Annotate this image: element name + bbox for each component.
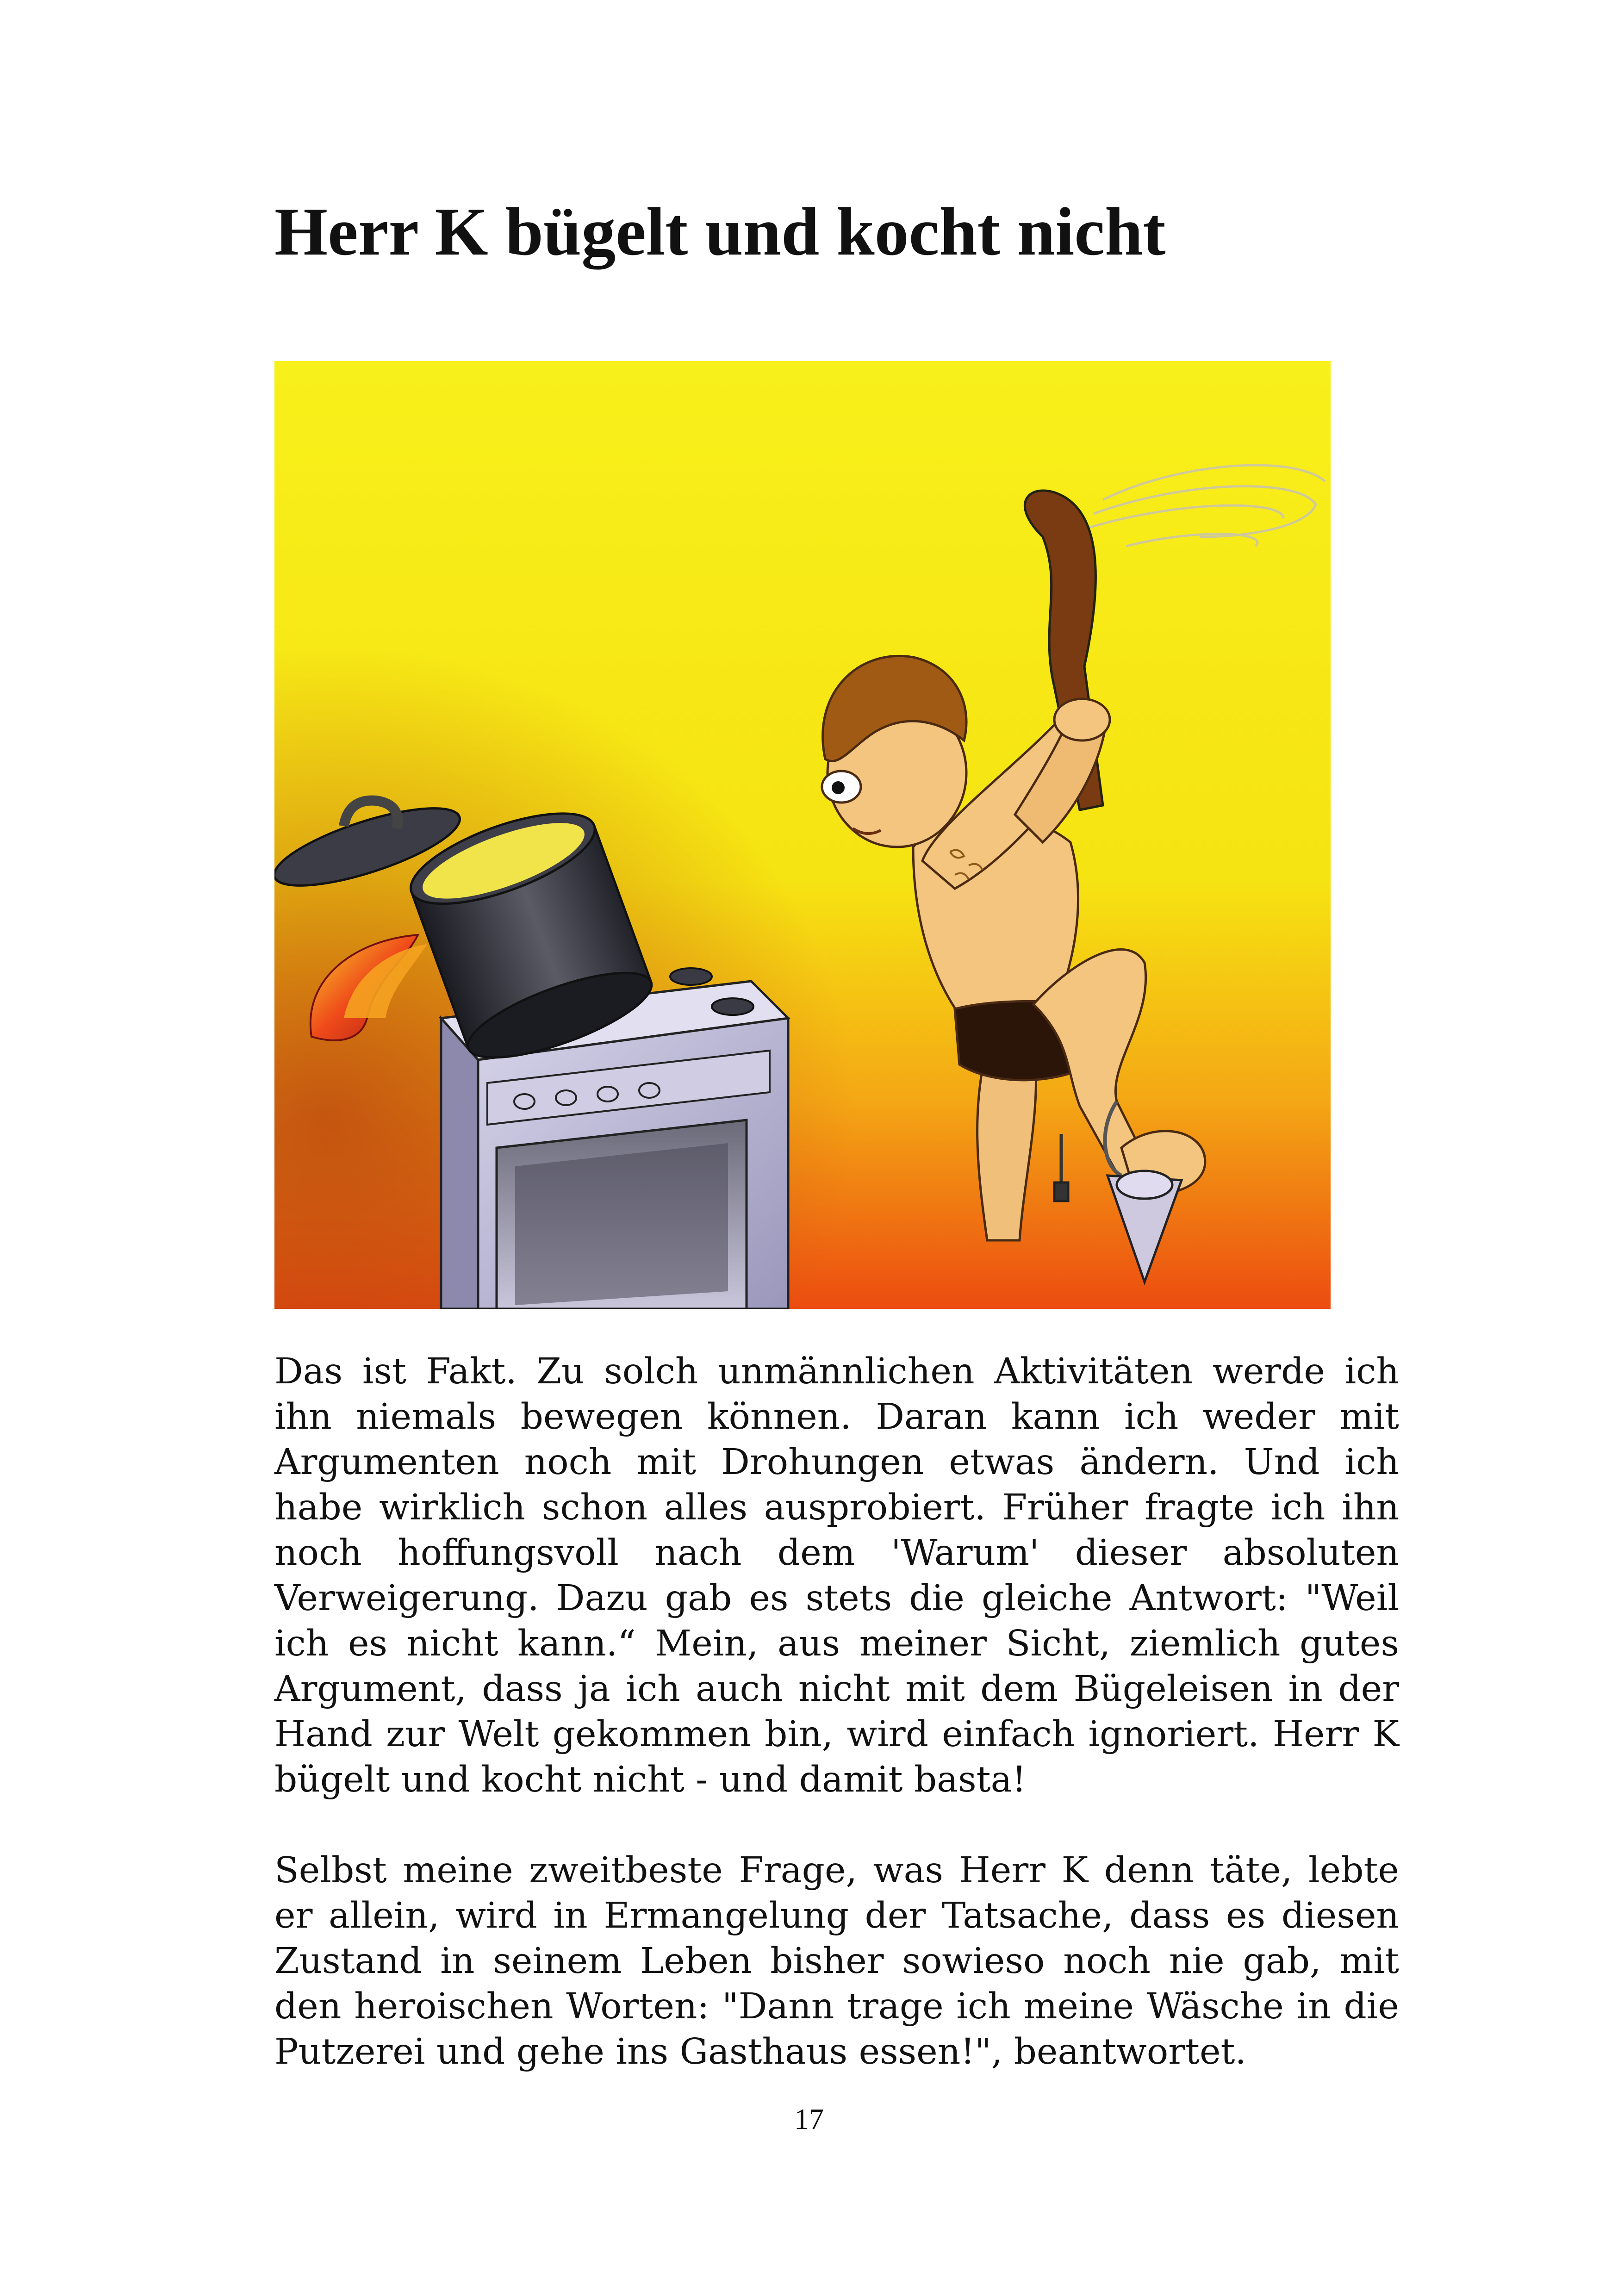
paragraph: Das ist Fakt. Zu solch unmännlichen Aktivitäten werde ich ihn niemals bewegen können. Daran kann ich weder mit Argumenten noch mit Drohungen etwas ändern. Und ich habe wirklich schon alles ausprobiert. Früher fragte ich ihn noch hoffungsvoll nach dem 'Warum' dieser absoluten Verweigerung. Dazu gab es stets die gleiche Antwort: "Weil ich es nicht kann.“ Mein, aus meiner Sicht, ziemlich gutes Argument, dass ja ich auch nicht mit dem Bügeleisen in der Hand zur Welt gekommen bin, wird einfach ignoriert. Herr K bügelt und kocht nicht - und damit basta! bbox=[274, 1351, 1399, 1800]
paragraph: Selbst meine zweitbeste Frage, was Herr K denn täte, lebte er allein, wird in Ermangelung der Tatsache, dass es diesen Zustand in seinem Leben bisher sowieso noch nie gab, mit den heroischen Worten: "Dann trage ich meine Wäsche in die Putzerei und gehe ins Gasthaus essen!", beantwortet. bbox=[274, 1850, 1399, 2072]
page-number: 17 bbox=[794, 2103, 824, 2135]
caveman-kitchen-illustration bbox=[274, 361, 1331, 1309]
body-text bbox=[274, 1349, 1399, 2120]
page-title: Herr K bügelt und kocht nicht bbox=[274, 194, 1166, 270]
